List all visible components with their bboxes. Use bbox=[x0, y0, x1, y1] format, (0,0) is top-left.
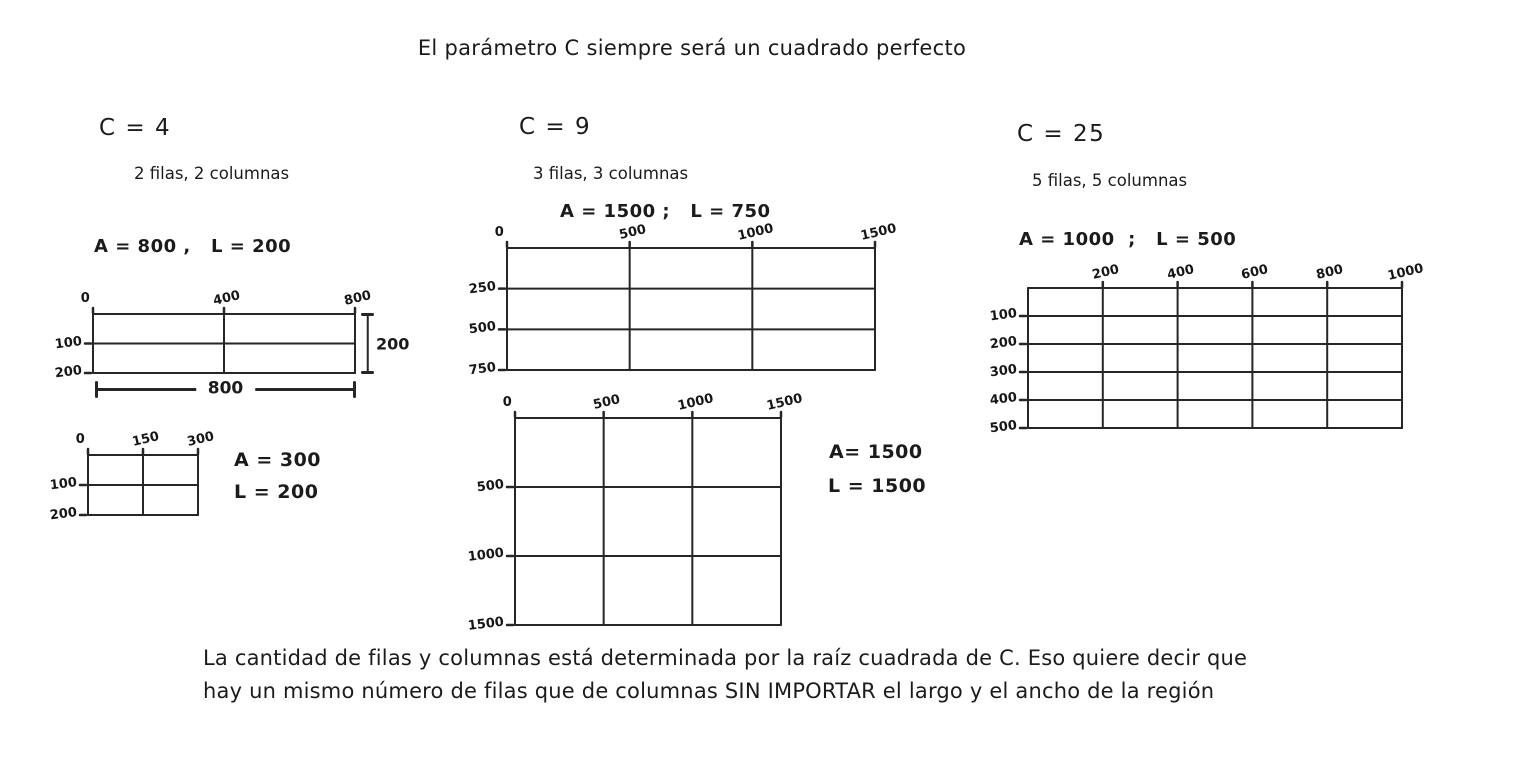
y-tick-label: 1500 bbox=[467, 614, 505, 634]
c9-heading: C = 9 bbox=[519, 114, 592, 140]
x-tick-label: 400 bbox=[211, 288, 242, 309]
y-tick-label: 200 bbox=[989, 334, 1018, 353]
grid-lines bbox=[88, 455, 198, 515]
grid-lines bbox=[515, 418, 781, 625]
c9-square-grid-area-label: A= 1500 bbox=[829, 441, 923, 463]
c25-grid bbox=[989, 261, 1425, 437]
c9-subheading: 3 filas, 3 columnas bbox=[533, 164, 689, 183]
y-tick-label: 500 bbox=[989, 418, 1018, 437]
c9-params: A = 1500 ; L = 750 bbox=[560, 201, 771, 222]
x-tick-label: 1500 bbox=[859, 221, 898, 244]
x-tick-label: 0 bbox=[494, 225, 504, 240]
c4-width-bracket-label: 800 bbox=[196, 378, 256, 398]
x-tick-label: 1500 bbox=[765, 391, 804, 414]
c4-subheading: 2 filas, 2 columnas bbox=[134, 164, 290, 183]
page-title: El parámetro C siempre será un cuadrado perfecto bbox=[417, 36, 967, 60]
c9-square-grid-length-label: L = 1500 bbox=[828, 475, 927, 497]
y-tick-label: 200 bbox=[49, 505, 78, 524]
x-tick-label: 500 bbox=[591, 392, 622, 413]
y-tick-label: 750 bbox=[468, 360, 497, 379]
y-tick-label: 1000 bbox=[467, 545, 505, 565]
c25-subheading: 5 filas, 5 columnas bbox=[1032, 171, 1188, 190]
footer-line-1: La cantidad de filas y columnas está determinada por la raíz cuadrada de C. Eso quiere decir que bbox=[203, 646, 1248, 670]
y-tick-label: 200 bbox=[54, 363, 83, 382]
c4-main-grid bbox=[54, 288, 373, 382]
x-tick-label: 0 bbox=[75, 432, 85, 447]
c4-small-grid bbox=[49, 429, 216, 524]
c4-params: A = 800 , L = 200 bbox=[94, 236, 292, 257]
y-tick-label: 100 bbox=[49, 475, 78, 494]
grid-lines bbox=[1028, 288, 1402, 428]
c4-small-grid-length-label: L = 200 bbox=[234, 481, 319, 503]
y-tick-label: 400 bbox=[989, 390, 1018, 409]
c25-heading: C = 25 bbox=[1017, 121, 1106, 147]
c4-heading: C = 4 bbox=[99, 115, 172, 141]
y-tick-label: 100 bbox=[54, 333, 83, 352]
c9-square-grid bbox=[467, 391, 804, 634]
c4-small-grid-area-label: A = 300 bbox=[234, 449, 322, 471]
x-tick-label: 500 bbox=[617, 222, 648, 243]
x-tick-label: 150 bbox=[130, 429, 161, 450]
x-tick-label: 1000 bbox=[736, 221, 776, 244]
y-tick-label: 500 bbox=[476, 477, 505, 496]
x-tick-label: 0 bbox=[80, 291, 90, 306]
c4-height-bracket bbox=[361, 313, 410, 374]
c4-height-bracket-label: 200 bbox=[372, 331, 409, 356]
x-tick-label: 800 bbox=[1314, 262, 1345, 283]
y-tick-label: 250 bbox=[468, 278, 497, 298]
x-tick-label: 1000 bbox=[676, 391, 716, 414]
x-tick-label: 1000 bbox=[1386, 261, 1425, 284]
x-tick-label: 300 bbox=[185, 429, 216, 450]
y-tick-label: 500 bbox=[468, 319, 497, 338]
x-tick-label: 400 bbox=[1165, 262, 1196, 283]
y-tick-label: 100 bbox=[989, 306, 1018, 325]
c25-params: A = 1000 ; L = 500 bbox=[1019, 229, 1237, 250]
bracket-line bbox=[366, 315, 369, 372]
grid-lines bbox=[93, 314, 355, 373]
grid-lines bbox=[507, 248, 875, 370]
x-tick-label: 800 bbox=[342, 288, 373, 309]
x-tick-label: 0 bbox=[502, 395, 512, 410]
c4-width-bracket bbox=[95, 377, 356, 398]
footer-line-2: hay un mismo número de filas que de columnas SIN IMPORTAR el largo y el ancho de la región bbox=[203, 679, 1215, 703]
y-tick-label: 300 bbox=[989, 362, 1018, 381]
x-tick-label: 200 bbox=[1090, 262, 1121, 283]
x-tick-label: 600 bbox=[1240, 262, 1271, 283]
c9-wide-grid bbox=[468, 221, 898, 379]
